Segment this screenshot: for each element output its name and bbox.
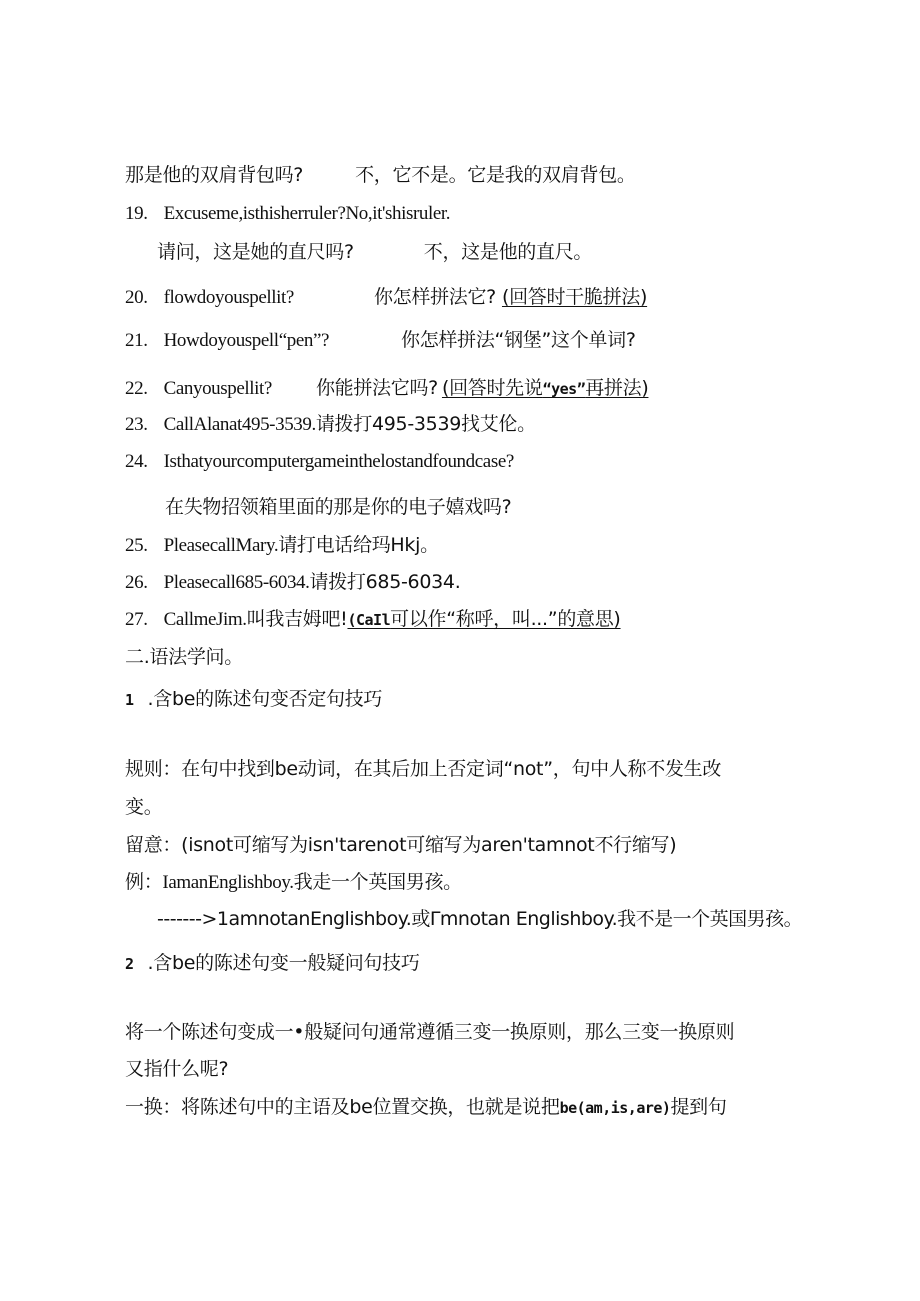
item-chinese: 在失物招领箱里面的那是你的电子嬉戏吗? xyxy=(165,496,512,518)
item-chinese: 请拨打685-6034. xyxy=(309,571,461,593)
example-negative-line: ------->1amnotanEnglishboy.或Γmnotan Englishboy.我不是一个英国男孩。 xyxy=(157,908,803,930)
item-number: 20. xyxy=(125,287,148,308)
item-24 xyxy=(125,449,514,474)
paragraph-line-3: 一换：将陈述句中的主语及be位置交换，也就是说把be(am,is,are)提到句 xyxy=(125,1096,727,1118)
item-english: Howdoyouspell“pen”? xyxy=(163,330,330,351)
subheading-negative: 1 .含be的陈述句变否定句技巧 xyxy=(125,688,383,710)
rule-line-1: 规则：在句中找到be动词，在其后加上否定词“not”，句中人称不发生改 xyxy=(125,758,722,780)
question-cn: 请问，这是她的直尺吗? xyxy=(157,241,354,263)
item-english: CallAlanat495-3539. xyxy=(163,414,316,435)
item-24-translation xyxy=(165,495,511,519)
answer-cn: 不，这是他的直尺。 xyxy=(423,241,593,263)
item-21 xyxy=(125,328,636,353)
item-number: 19. xyxy=(125,203,148,224)
section-heading-grammar: 二.语法学问。 xyxy=(125,646,243,668)
note-line: 留意：(isnot可缩写为isn'tarenot可缩写为aren'tamnot不行缩写) xyxy=(125,834,677,856)
item-english: Excuseme,isthisherruler?No,it'shisruler. xyxy=(163,203,451,224)
rule-line-2: 变。 xyxy=(125,796,163,818)
item-chinese: 你怎样拼法“钢堡”这个单词? xyxy=(401,329,636,351)
item-22 xyxy=(125,376,648,401)
item-note: (回答时干脆拼法) xyxy=(501,286,648,308)
item-english: Pleasecall685-6034. xyxy=(163,572,310,593)
item-27 xyxy=(125,607,621,632)
item-number: 27. xyxy=(125,609,148,630)
paragraph-line-2: 又指什么呢? xyxy=(125,1058,229,1080)
item-20 xyxy=(125,285,647,310)
item-english: flowdoyouspellit? xyxy=(163,287,294,308)
item-25 xyxy=(125,533,439,558)
item-note: (回答时先说“yes”再拼法) xyxy=(441,377,649,399)
subheading-question: 2 .含be的陈述句变一般疑问句技巧 xyxy=(125,952,420,974)
answer-cn: 不，它不是。它是我的双肩背包。 xyxy=(355,164,636,186)
item-chinese: 你怎样拼法它? xyxy=(373,286,496,308)
item-23 xyxy=(125,412,536,437)
item-26 xyxy=(125,570,460,595)
example-line: 例：IamanEnglishboy.我走一个英国男孩。 xyxy=(125,871,462,893)
item-number: 25. xyxy=(125,535,148,556)
item-chinese: 叫我吉姆吧! xyxy=(246,608,348,630)
item-chinese: 请打电话给玛Hkj。 xyxy=(278,534,439,556)
item-english: PleasecallMary. xyxy=(163,535,279,556)
question-cn: 那是他的双肩背包吗? xyxy=(125,164,304,186)
item-19 xyxy=(125,201,450,226)
item-19-translation xyxy=(157,240,592,264)
item-english: Canyouspellit? xyxy=(163,378,272,399)
item-chinese: 请拨打495-3539找艾伦。 xyxy=(315,413,536,435)
item-number: 24. xyxy=(125,451,148,472)
item-chinese: 你能拼法它吗? xyxy=(315,377,438,399)
item-english: Isthatyourcomputergameinthelostandfoundcase? xyxy=(163,451,514,472)
item-number: 26. xyxy=(125,572,148,593)
item-number: 21. xyxy=(125,330,148,351)
item-number: 22. xyxy=(125,378,148,399)
item-note: (CaIl可以作“称呼，叫...”的意思) xyxy=(347,608,621,630)
item-number: 23. xyxy=(125,414,148,435)
item-english: CallmeJim. xyxy=(163,609,247,630)
line-backpack xyxy=(125,163,636,187)
paragraph-line-1: 将一个陈述句变成一•般疑问句通常遵循三变一换原则，那么三变一换原则 xyxy=(125,1021,735,1043)
